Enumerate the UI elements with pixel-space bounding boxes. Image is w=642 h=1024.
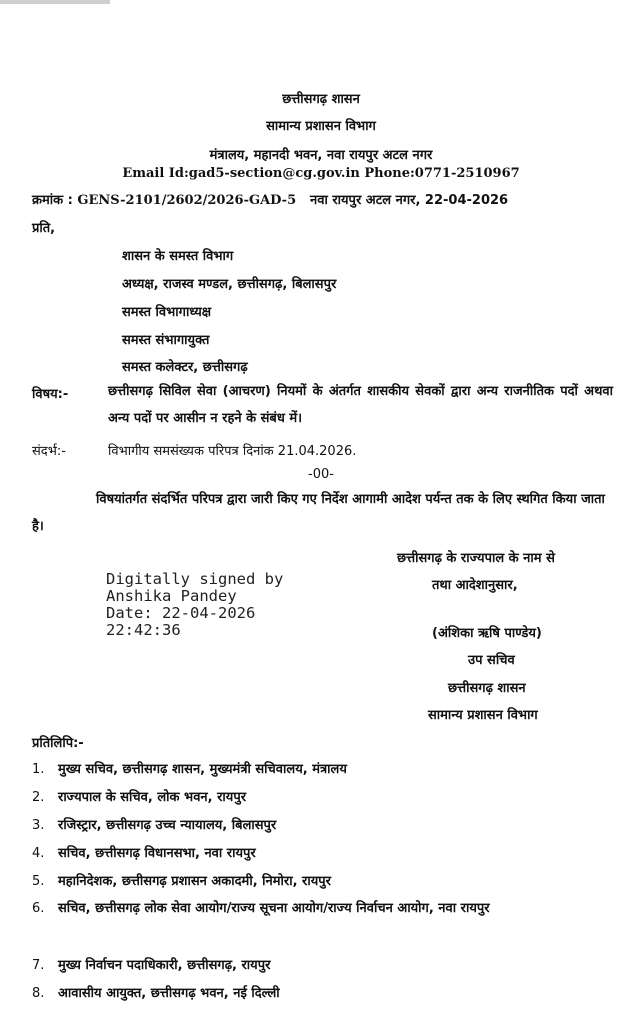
- top-edge-mark: [0, 0, 110, 4]
- digital-signature-line: Digitally signed by: [106, 570, 284, 588]
- copy-item-text: सचिव, छत्तीसगढ़ विधानसभा, नवा रायपुर: [58, 846, 256, 861]
- copy-item-text: मुख्य निर्वाचन पदाधिकारी, छत्तीसगढ़, रायपुर: [58, 958, 271, 973]
- separator-mark: -00-: [308, 467, 334, 482]
- signatory-name: (अंशिका ऋषि पाण्डेय): [432, 626, 542, 641]
- reference-number-line: [32, 190, 296, 208]
- copy-item-text: सचिव, छत्तीसगढ़ लोक सेवा आयोग/राज्य सूचना आयोग/राज्य निर्वाचन आयोग, नवा रायपुर: [58, 901, 490, 916]
- digital-signature-name: Anshika Pandey: [106, 587, 237, 605]
- signatory-department: सामान्य प्रशासन विभाग: [428, 708, 538, 723]
- recipient-item: समस्त विभागाध्यक्ष: [122, 305, 212, 320]
- reference-number-label: क्रमांक :: [32, 193, 78, 208]
- header-government: छत्तीसगढ़ शासन: [282, 92, 360, 107]
- subject-text: छत्तीसगढ़ सिविल सेवा (आचरण) नियमों के अंतर्गत शासकीय सेवकों द्वारा अन्य राजनीतिक पदों अथवा अन्य पदों पर आसीन न रहने के संबंध में।: [108, 384, 613, 426]
- copy-item-text: आवासीय आयुक्त, छत्तीसगढ़ भवन, नई दिल्ली: [58, 986, 280, 1001]
- copy-item-number: 4.: [32, 846, 45, 861]
- copy-item-text: मुख्य सचिव, छत्तीसगढ़ शासन, मुख्यमंत्री सचिवालय, मंत्रालय: [58, 762, 347, 777]
- order-line-1: छत्तीसगढ़ के राज्यपाल के नाम से: [397, 551, 555, 566]
- header-contact: Email Id:gad5-section@cg.gov.in Phone:0771-2510967: [122, 166, 520, 181]
- copy-item-number: 1.: [32, 762, 45, 777]
- to-label: प्रति,: [32, 221, 56, 236]
- copy-item-text: महानिदेशक, छत्तीसगढ़ प्रशासन अकादमी, निमोरा, रायपुर: [58, 874, 331, 889]
- copy-item-number: 2.: [32, 790, 45, 805]
- copy-item-text: राज्यपाल के सचिव, लोक भवन, रायपुर: [58, 790, 247, 805]
- copy-item-number: 3.: [32, 818, 45, 833]
- reference-text: विभागीय समसंख्यक परिपत्र दिनांक 21.04.2026.: [108, 444, 357, 459]
- reference-place-date: नवा रायपुर अटल नगर, 22-04-2026: [310, 193, 509, 208]
- copy-to-label: प्रतिलिपि:-: [32, 736, 84, 751]
- copy-item-number: 6.: [32, 901, 45, 916]
- digital-signature-time: 22:42:36: [106, 621, 181, 639]
- recipient-item: समस्त कलेक्टर, छत्तीसगढ़: [122, 360, 248, 375]
- reference-number: GENS-2101/2602/2026-GAD-5: [77, 193, 297, 208]
- digital-signature-date: Date: 22-04-2026: [106, 604, 256, 622]
- copy-item-text: रजिस्ट्रार, छत्तीसगढ़ उच्च न्यायालय, बिलासपुर: [58, 818, 277, 833]
- reference-label: संदर्भ:-: [32, 444, 66, 459]
- subject-label: विषय:-: [32, 387, 69, 402]
- digital-signature-block: [106, 571, 283, 639]
- copy-item-number: 8.: [32, 986, 45, 1001]
- recipient-item: अध्यक्ष, राजस्व मण्डल, छत्तीसगढ़, बिलासपुर: [122, 277, 337, 292]
- recipient-item: शासन के समस्त विभाग: [122, 249, 234, 264]
- header-department: सामान्य प्रशासन विभाग: [266, 119, 376, 134]
- copy-item-number: 5.: [32, 874, 45, 889]
- copy-item-number: 7.: [32, 958, 45, 973]
- signatory-designation: उप सचिव: [468, 653, 515, 668]
- recipient-item: समस्त संभागायुक्त: [122, 333, 210, 348]
- order-line-2: तथा आदेशानुसार,: [432, 578, 518, 593]
- signatory-government: छत्तीसगढ़ शासन: [448, 681, 526, 696]
- body-paragraph: विषयांतर्गत संदर्भित परिपत्र द्वारा जारी किए गए निर्देश आगामी आदेश पर्यन्त तक के लिए स्थगित किया जाता है।: [32, 492, 605, 534]
- header-address: मंत्रालय, महानदी भवन, नवा रायपुर अटल नगर: [209, 148, 433, 163]
